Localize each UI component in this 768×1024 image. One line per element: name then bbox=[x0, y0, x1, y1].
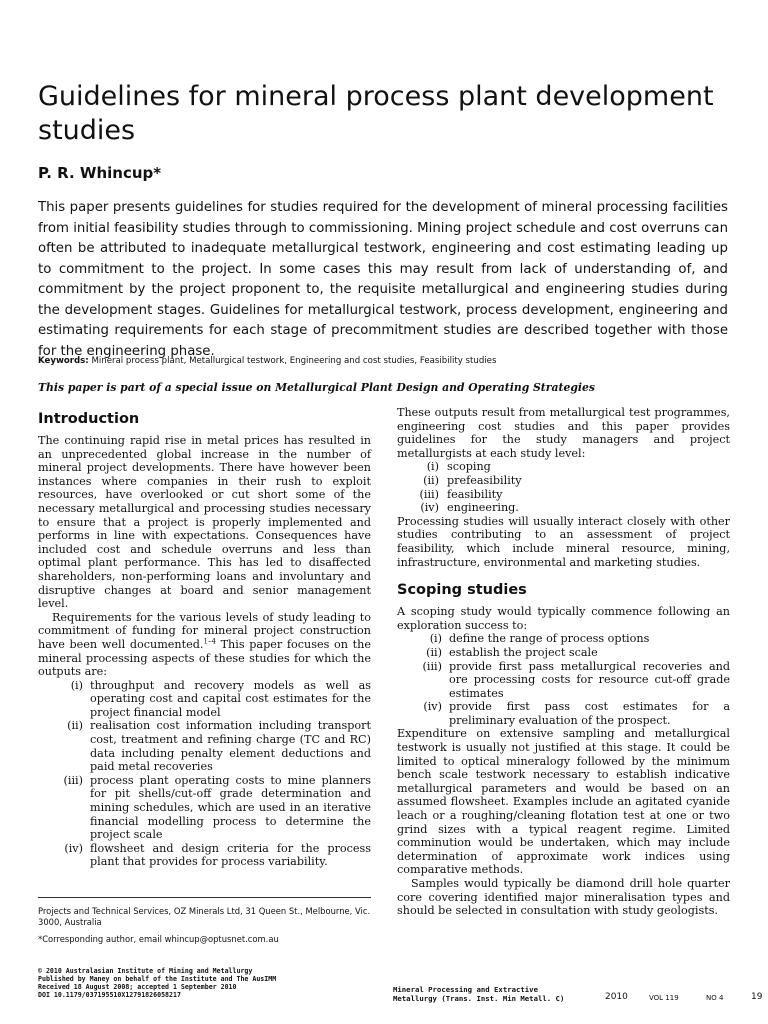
journal-name bbox=[393, 985, 564, 1003]
scoping-objectives-list bbox=[397, 632, 730, 727]
list-number: (iv) bbox=[64, 841, 83, 855]
journal-volume: VOL 119 bbox=[649, 994, 679, 1002]
article-title: Guidelines for mineral process plant development studies bbox=[38, 81, 714, 146]
list-text: process plant operating costs to mine planners for pit shells/cut-off grade determination and mining schedules, which are used in an iterative financial modelling process to determine the project scale bbox=[90, 773, 371, 842]
list-number: (i) bbox=[426, 460, 439, 474]
body-paragraph: Samples would typically be diamond drill hole quarter core covering identified major mineralisation types and should be selected in consultation with study geologists. bbox=[397, 877, 730, 918]
list-item bbox=[397, 632, 730, 646]
list-number: (iii) bbox=[422, 659, 442, 673]
list-item bbox=[38, 719, 371, 773]
list-text: engineering. bbox=[447, 501, 519, 515]
scoping-studies-heading: Scoping studies bbox=[397, 582, 527, 599]
list-number: (iv) bbox=[420, 501, 439, 515]
publication-info bbox=[38, 967, 338, 999]
body-paragraph: These outputs result from metallurgical test programmes, engineering cost studies and this paper provides guidelines for the study managers and project metallurgists at each study level: bbox=[397, 406, 730, 460]
publisher-line: Published by Maney on behalf of the Institute and The AusIMM bbox=[38, 975, 277, 983]
list-item bbox=[397, 646, 730, 660]
list-text: throughput and recovery models as well as operating cost and capital cost estimates for the project financial model bbox=[90, 678, 371, 719]
list-number: (ii) bbox=[67, 719, 83, 733]
introduction-heading: Introduction bbox=[38, 411, 140, 427]
author-affiliation bbox=[38, 897, 371, 951]
list-item bbox=[38, 679, 371, 720]
list-item bbox=[397, 660, 730, 701]
keywords-text: Mineral process plant, Metallurgical testwork, Engineering and cost studies, Feasibility studies bbox=[91, 356, 497, 366]
reference-superscript: 1–4 bbox=[203, 637, 216, 646]
journal-year: 2010 bbox=[605, 992, 628, 1002]
list-text: realisation cost information including transport cost, treatment and refining charge (TC and RC) data including penalty element deductions and paid metal recoveries bbox=[90, 719, 371, 774]
intro-text: This paper focuses on the mineral processing aspects of these studies for which the outputs are: bbox=[38, 637, 371, 679]
list-text: provide first pass cost estimates for a preliminary evaluation of the prospect. bbox=[449, 700, 730, 727]
left-column bbox=[38, 406, 371, 869]
journal-number: NO 4 bbox=[706, 994, 724, 1002]
list-text: provide first pass metallurgical recoveries and ore processing costs for resource cut-off grade estimates bbox=[449, 659, 730, 700]
list-item bbox=[397, 460, 730, 474]
list-number: (i) bbox=[70, 678, 83, 692]
body-paragraph: A scoping study would typically commence following an exploration success to: bbox=[397, 605, 730, 632]
list-item bbox=[397, 501, 730, 515]
page-number: 19 bbox=[751, 992, 763, 1002]
intro-text: Requirements for the various levels of study leading to commitment of funding for mineral project construction have been well documented. bbox=[38, 610, 371, 651]
list-text: scoping bbox=[447, 460, 491, 474]
list-number: (ii) bbox=[423, 473, 439, 487]
study-levels-list bbox=[397, 460, 730, 514]
copyright-line: © 2010 Australasian Institute of Mining and Metallurgy bbox=[38, 967, 253, 975]
list-number: (iii) bbox=[63, 773, 83, 787]
intro-paragraph bbox=[38, 611, 371, 679]
special-issue-note: This paper is part of a special issue on Metallurgical Plant Design and Operating Strategies bbox=[38, 381, 595, 394]
list-item bbox=[397, 700, 730, 727]
list-item bbox=[397, 488, 730, 502]
list-text: establish the project scale bbox=[449, 645, 598, 659]
list-number: (ii) bbox=[426, 645, 442, 659]
right-column bbox=[397, 406, 730, 918]
abstract: This paper presents guidelines for studies required for the development of mineral processing facilities from initial feasibility studies through to commissioning. Mining project schedule and cost overruns can often be attributed to inadequate metallurgical testwork, engineering and cost estimating leading up to commitment to the project. In some cases this may result from lack of understanding of, and commitment by the project proponent to, the requisite metallurgical and engineering studies during the development stages. Guidelines for metallurgical testwork, process development, engineering and estimating requirements for each stage of precommitment studies are described together with those for the engineering phase. bbox=[38, 200, 728, 359]
journal-name-line: Metallurgy (Trans. Inst. Min Metall. C) bbox=[393, 994, 565, 1003]
body-paragraph: Expenditure on extensive sampling and metallurgical testwork is usually not justified at this stage. It could be limited to optical mineralogy followed by the minimum bench scale testwork necessary to establish indicative metallurgical parameters and would be based on an assumed flowsheet. Examples include an agitated cyanide leach or a roughing/cleaning flotation test at one or two grind sizes with a typical reagent regime. Limited comminution would be undertaken, which may include determination of approximate work indices using comparative methods. bbox=[397, 727, 730, 877]
list-text: flowsheet and design criteria for the process plant that provides for process variability. bbox=[90, 841, 371, 869]
intro-paragraph: The continuing rapid rise in metal prices has resulted in an unprecedented global increase in the number of mineral project developments. There have however been instances where companies in their rush to exploit resources, have overlooked or cut short some of the necessary metallurgical and processing studies necessary to ensure that a project is properly implemented and performs in line with expectations. Consequences have included cost and schedule overruns and less than optimal plant performance. This has led to disaffected shareholders, non-performing loans and involuntary and disruptive changes at board and senior management level. bbox=[38, 434, 371, 611]
list-item bbox=[397, 474, 730, 488]
outputs-list bbox=[38, 679, 371, 869]
list-text: define the range of process options bbox=[449, 632, 650, 646]
list-number: (iii) bbox=[419, 487, 439, 501]
list-number: (i) bbox=[429, 632, 442, 646]
list-text: feasibility bbox=[447, 487, 503, 501]
list-item bbox=[38, 842, 371, 869]
list-number: (iv) bbox=[423, 700, 442, 714]
corresponding-author: *Corresponding author, email whincup@optusnet.com.au bbox=[38, 934, 279, 944]
author-name: P. R. Whincup* bbox=[38, 164, 162, 182]
keywords bbox=[38, 356, 738, 366]
list-item bbox=[38, 774, 371, 842]
affiliation-address: Projects and Technical Services, OZ Minerals Ltd, 31 Queen St., Melbourne, Vic. 3000, Australia bbox=[38, 906, 371, 927]
body-paragraph: Processing studies will usually interact closely with other studies contributing to an assessment of project feasibility, which include mineral resource, mining, infrastructure, environmental and marketing studies. bbox=[397, 514, 730, 569]
list-text: prefeasibility bbox=[447, 473, 522, 487]
doi-line: DOI 10.1179/037195510X12791826058217 bbox=[38, 991, 181, 999]
received-line: Received 18 August 2008; accepted 1 September 2010 bbox=[38, 983, 237, 991]
keywords-label: Keywords: bbox=[38, 356, 89, 366]
journal-name-line: Mineral Processing and Extractive bbox=[393, 985, 538, 994]
